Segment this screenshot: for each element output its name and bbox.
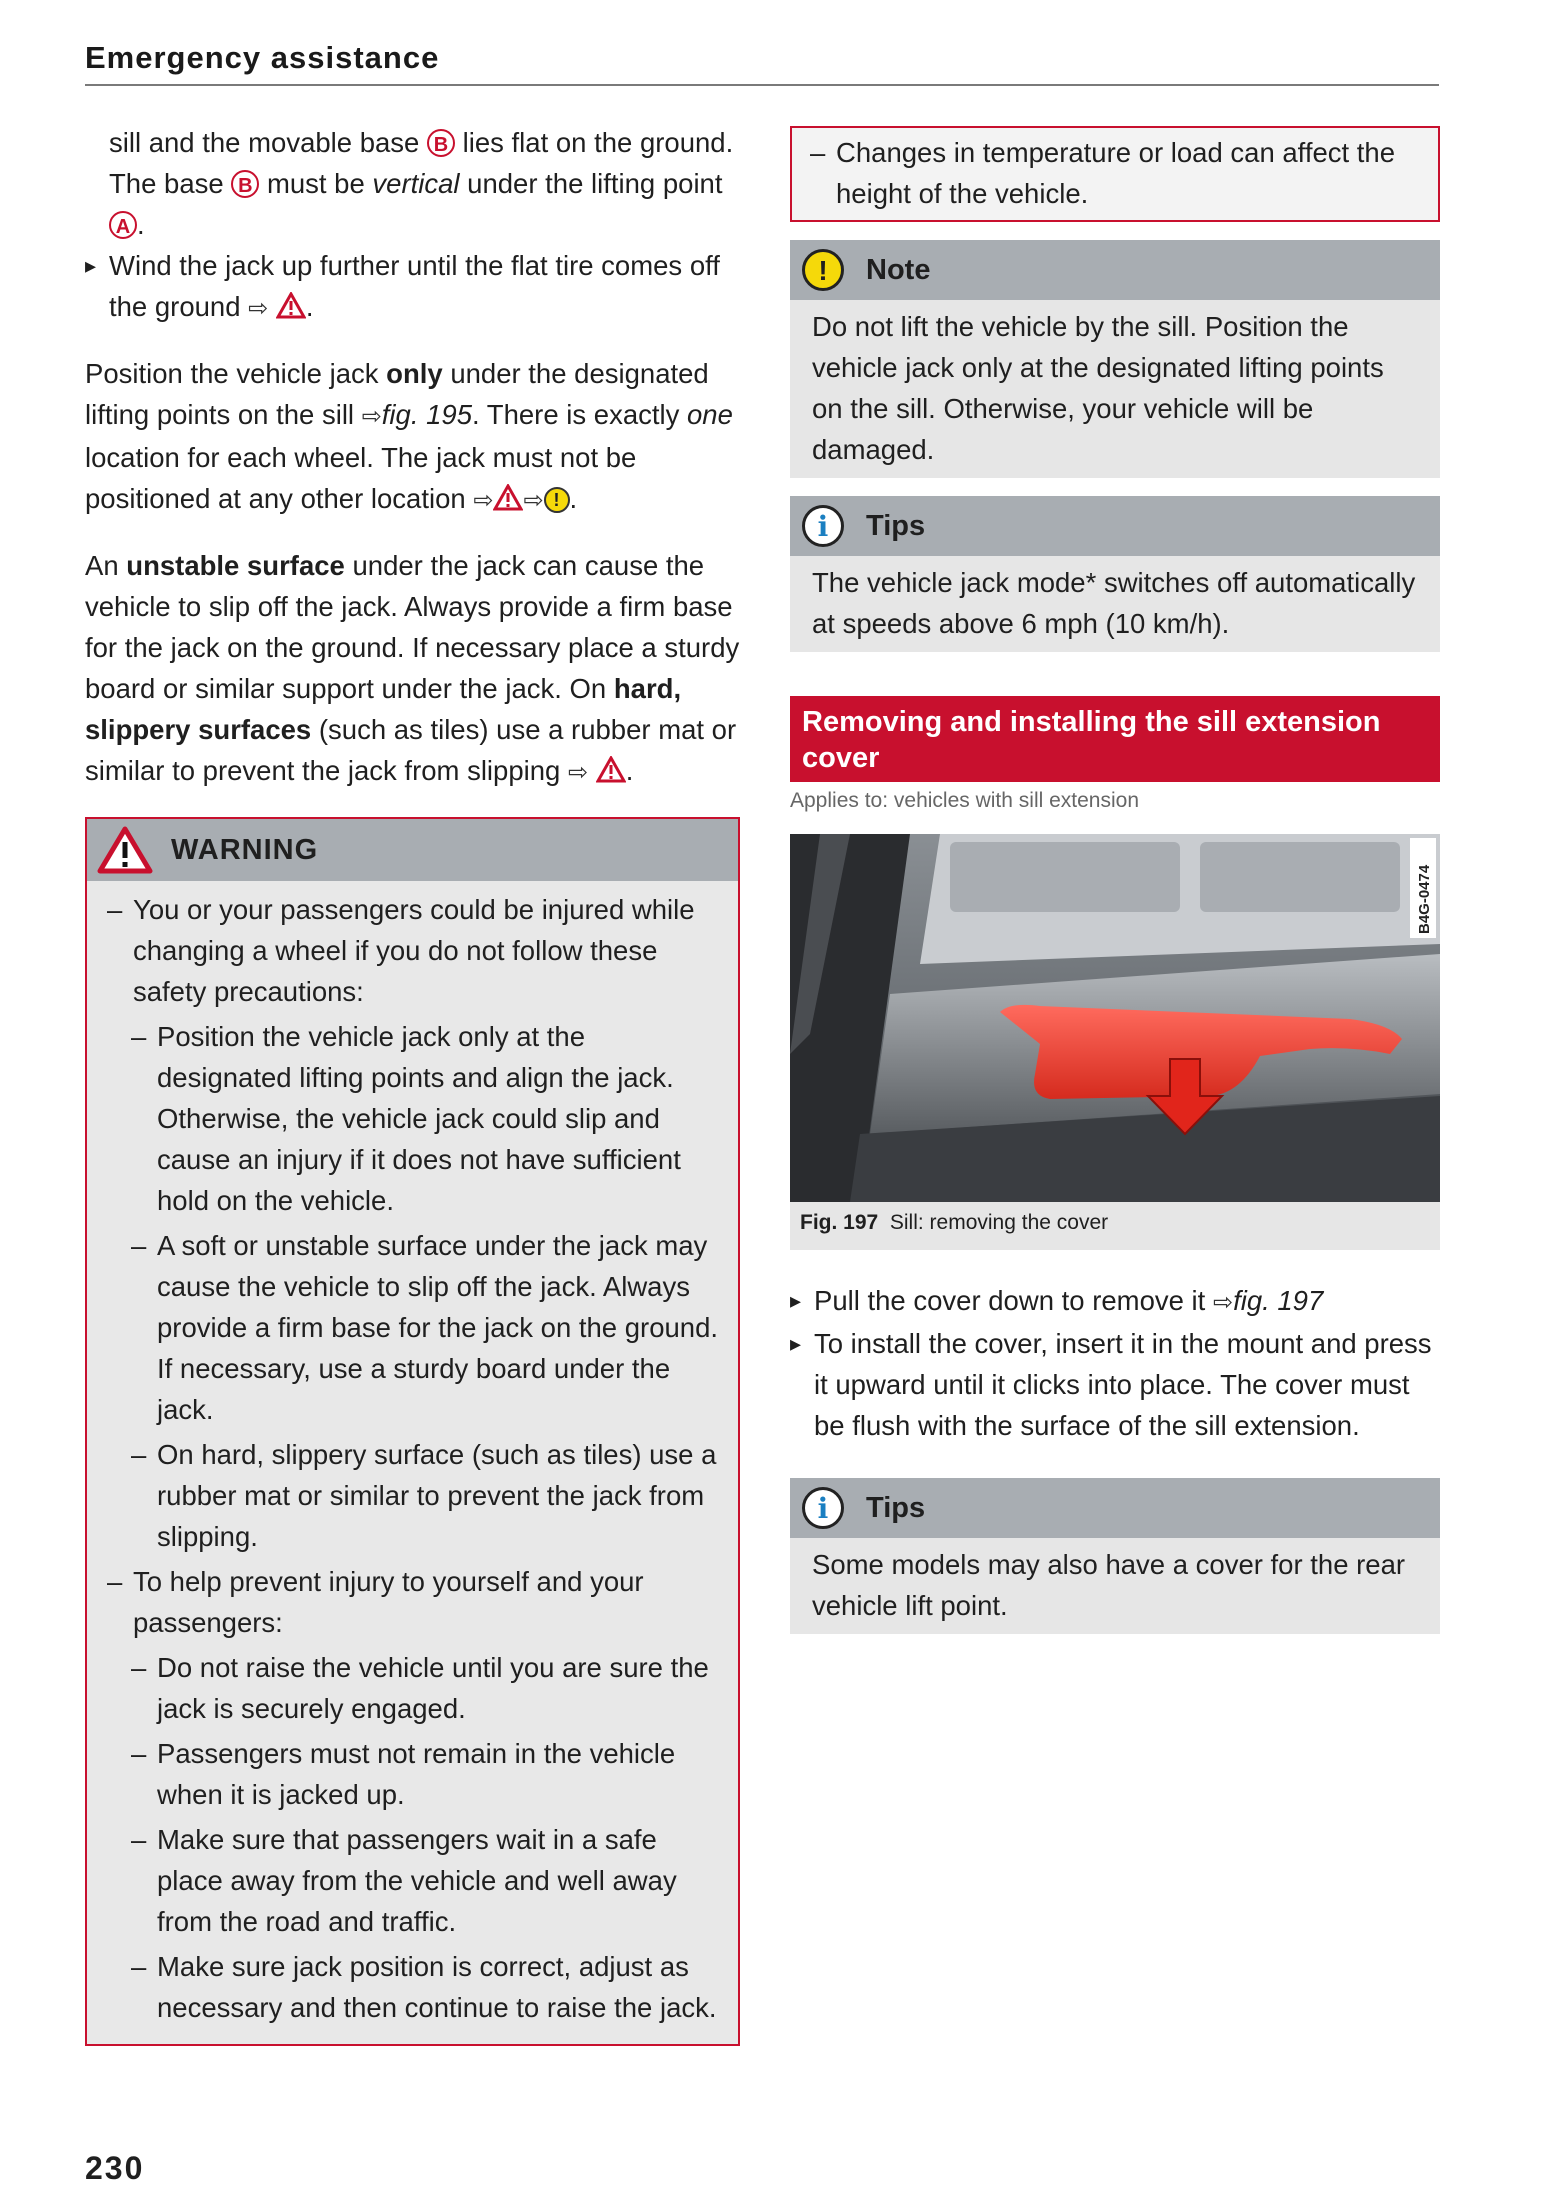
exclamation-icon: ! [802, 249, 844, 291]
tips-text-2: Some models may also have a cover for the rear vehicle lift point. [812, 1549, 1406, 1621]
intro-end: . [137, 209, 145, 240]
warning-triangle-icon [493, 484, 523, 511]
figure-label: Fig. 197 [800, 1211, 879, 1234]
warning-subitem: – Passengers must not remain in the vehicle when it is jacked up. [131, 1733, 718, 1815]
paragraph-unstable-surface [85, 545, 740, 793]
tips-title-2: Tips [866, 1491, 926, 1524]
warning-item: – To help prevent injury to yourself and your passengers: [107, 1561, 718, 1643]
warning-subitem: – Make sure that passengers wait in a safe place away from the vehicle and well away from the road and traffic. [131, 1819, 718, 1942]
tips-text-1: The vehicle jack mode* switches off automatically at speeds above 6 mph (10 km/h). [812, 567, 1416, 639]
right-column [790, 126, 1440, 1652]
intro-vertical: vertical [372, 168, 460, 199]
marker-b: B [231, 170, 259, 198]
warning-subitem: – Make sure jack position is correct, adjust as necessary and then continue to raise the jack. [131, 1946, 718, 2028]
warning-title: WARNING [171, 833, 319, 866]
period: . [305, 291, 314, 322]
step1-text: Pull the cover down to remove it [814, 1285, 1206, 1316]
warning-triangle-icon [276, 292, 306, 319]
page-header-title: Emergency assistance [85, 40, 440, 75]
tips-box-1 [790, 496, 1440, 652]
step-wind-jack [85, 245, 740, 329]
note-text: Do not lift the vehicle by the sill. Position the vehicle jack only at the designated lifting points on the sill. Otherwise, your vehicle will be damaged. [812, 311, 1384, 465]
warning-subitem: – A soft or unstable surface under the jack may cause the vehicle to slip off the jack. Always provide a firm base for the jack on the ground. If necessary, use a sturdy board under the jack. [131, 1225, 718, 1430]
intro-text-2: lies flat on the ground. The base [109, 127, 734, 199]
page-number: 230 [85, 2150, 145, 2186]
warning-header [87, 819, 738, 881]
p1-text-d: location for each wheel. The jack must not be positioned at any other location [85, 442, 637, 514]
info-icon: i [802, 1487, 844, 1529]
warning-subitem: – Do not raise the vehicle until you are sure the jack is securely engaged. [131, 1647, 718, 1729]
p2-text-b: under the jack can cause the vehicle to slip off the jack. Always provide a firm base for the jack on the ground. If necessary place a sturdy board or similar support under the jack. On [85, 550, 740, 704]
p2-text-a: An [85, 550, 119, 581]
figure-197 [790, 834, 1440, 1250]
period: . [569, 483, 578, 514]
figure-caption [790, 1202, 1440, 1250]
warning-continuation-box [790, 126, 1440, 222]
sill-cover-illustration [790, 834, 1440, 1202]
intro-text-3: must be [266, 168, 365, 199]
warning-subitem: – On hard, slippery surface (such as tiles) use a rubber mat or similar to prevent the jack from slipping. [131, 1434, 718, 1557]
p1-one: one [687, 399, 733, 430]
intro-text-4: under the lifting point [467, 168, 723, 199]
step-wind-text: Wind the jack up further until the flat tire comes off the ground [109, 250, 720, 322]
period: . [625, 755, 634, 786]
intro-text-1: sill and the movable base [109, 127, 420, 158]
p2-bold-unstable: unstable surface [126, 550, 345, 581]
arrow-right-icon: ⇨ [1212, 1289, 1234, 1316]
marker-a: A [109, 211, 137, 239]
warning-triangle-icon [596, 756, 626, 783]
warning-continuation-item: – Changes in temperature or load can affect the height of the vehicle. [810, 132, 1420, 214]
p1-text-a: Position the vehicle jack [85, 358, 379, 389]
p1-text-c: . There is exactly [472, 399, 680, 430]
tips-header-2 [790, 1478, 1440, 1538]
warning-item: – You or your passengers could be injured while changing a wheel if you do not follow these safety precautions: [107, 889, 718, 1012]
warning-box [85, 817, 740, 2046]
p2-bold-slippery: hard, slippery surfaces [85, 673, 682, 745]
step-remove-cover [790, 1280, 1440, 1323]
marker-b: B [427, 129, 455, 157]
left-column [85, 122, 740, 2046]
warning-body [87, 881, 738, 2044]
tips-title-1: Tips [866, 509, 926, 542]
arrow-right-icon: ⇨ [567, 759, 589, 786]
tips-header-1 [790, 496, 1440, 556]
section-heading: Removing and installing the sill extension cover [790, 696, 1440, 782]
step-install-cover: ▸ To install the cover, insert it in the mount and press it upward until it clicks into place. The cover must be flush with the surface of the sill extension. [790, 1323, 1440, 1446]
header-rule [85, 84, 1439, 86]
applies-to: Applies to: vehicles with sill extension [790, 789, 1140, 812]
note-title: Note [866, 253, 931, 286]
note-box [790, 240, 1440, 478]
warning-triangle-icon [97, 826, 153, 874]
arrow-right-icon: ⇨ [361, 403, 382, 430]
info-icon: i [802, 505, 844, 547]
p2-text-c: (such as tiles) use a rubber mat or similar to prevent the jack from slipping [85, 714, 737, 786]
p1-only: only [386, 358, 443, 389]
warning-sublist-2 [107, 1647, 718, 2028]
arrow-right-icon: ⇨ [248, 295, 269, 322]
tips-box-2 [790, 1478, 1440, 1634]
note-header [790, 240, 1440, 300]
intro-text [85, 122, 740, 245]
p1-text-b: under the designated lifting points on the sill [85, 358, 709, 430]
fig-195-link[interactable]: fig. 195 [381, 399, 473, 430]
steps-list [790, 1280, 1440, 1446]
warning-subitem: – Position the vehicle jack only at the designated lifting points and align the jack. Otherwise, the vehicle jack could slip and cause an injury if it does not have sufficient hold on the vehicle. [131, 1016, 718, 1221]
fig-197-link[interactable]: fig. 197 [1233, 1285, 1324, 1316]
note-marker-icon: ! [544, 487, 570, 513]
paragraph-position-jack [85, 353, 740, 521]
arrow-right-icon: ⇨ [473, 487, 494, 514]
warning-sublist-1 [107, 1016, 718, 1557]
arrow-right-icon: ⇨ [523, 487, 544, 514]
figure-code: B4G-0474 [1416, 864, 1433, 934]
figure-caption-text: Sill: removing the cover [889, 1211, 1109, 1234]
